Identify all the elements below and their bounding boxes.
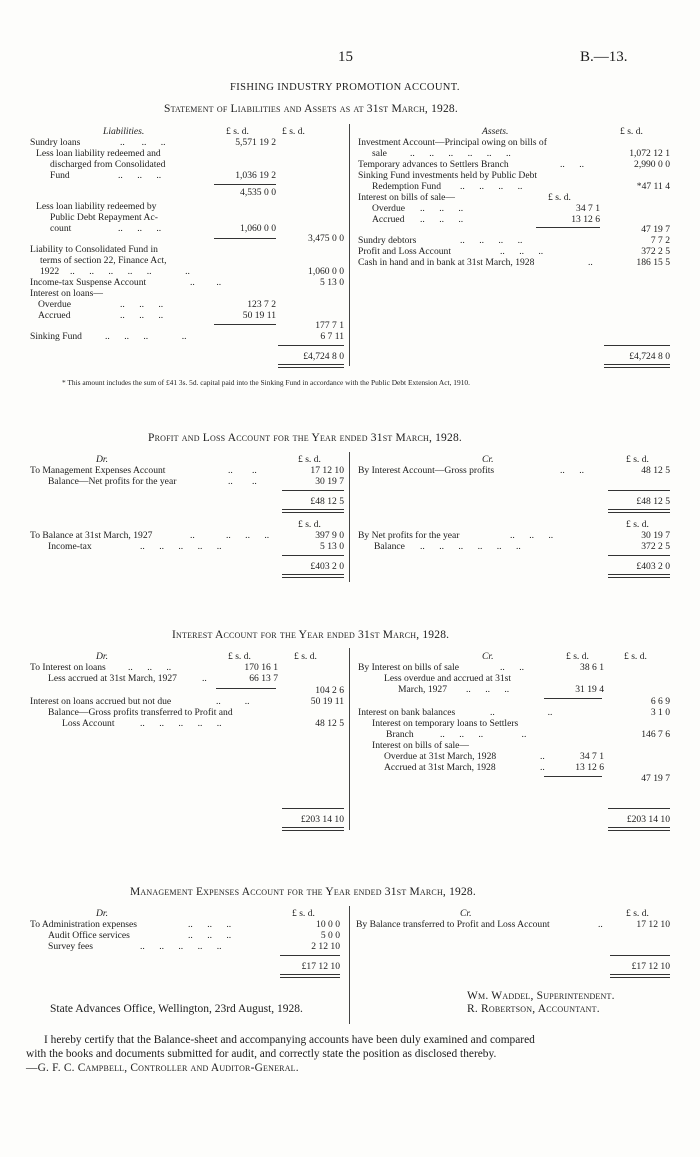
ia-gross-profits-label-2: Loss Account <box>62 718 115 729</box>
ia-bank-balances-amount: 3 1 0 <box>650 707 670 718</box>
ia-bills-interest-heading: Interest on bills of sale— <box>372 740 469 751</box>
pl-interest-gross-label: By Interest Account—Gross profits <box>358 465 495 476</box>
less-pdr-amount: 1,060 0 0 <box>240 223 276 234</box>
mgmt-audit-amount: 5 0 0 <box>320 930 340 941</box>
assets-lsd-heading: £ s. d. <box>620 126 643 137</box>
mgmt-audit-label: Audit Office services <box>48 930 130 941</box>
ia-cr-subtotal-2: 47 19 7 <box>641 773 670 784</box>
cf-liability-label: Liability to Consolidated Fund in <box>30 244 158 255</box>
place-and-date: State Advances Office, Wellington, 23rd August, 1928. <box>50 1003 303 1015</box>
ia-bank-balances-label: Interest on bank balances <box>358 707 456 718</box>
mgmt-balance-transferred-amount: 17 12 10 <box>636 919 670 930</box>
document-reference: B.—13. <box>580 49 628 65</box>
cf-liability-amount: 1,060 0 0 <box>308 266 344 277</box>
pl-net-profits-amount: 30 19 7 <box>315 476 344 487</box>
sinking-fund-amount: 6 7 11 <box>320 331 344 342</box>
temporary-advances-label: Temporary advances to Settlers Branch <box>358 159 509 170</box>
certification-line-2: with the books and documents submitted for audit, and correctly state the position as disclosed thereby. <box>26 1048 497 1060</box>
ia-cr-lsd-1: £ s. d. <box>566 651 589 662</box>
income-tax-suspense-label: Income-tax Suspense Account <box>30 277 147 288</box>
pl-dr-total-2: £403 2 0 <box>310 561 344 572</box>
accrued-label: Accrued <box>38 310 71 321</box>
less-redeemed-amount: 1,036 19 2 <box>235 170 276 181</box>
page-number: 15 <box>338 49 353 65</box>
ia-bills-of-sale-label: By Interest on bills of sale <box>358 662 459 673</box>
ia-interest-loans-label: To Interest on loans <box>30 662 106 673</box>
interest-account-title: Interest Account for the Year ended 31st March, 1928. <box>172 629 450 641</box>
investment-account-label: Investment Account—Principal owing on bills of <box>358 137 547 148</box>
sundry-loans-label: Sundry loans <box>30 137 81 148</box>
ia-cr-subtotal: 6 6 9 <box>650 696 670 707</box>
profit-loss-amount: 372 2 5 <box>641 246 670 257</box>
ia-accrued-1928-label: Accrued at 31st March, 1928 <box>384 762 496 773</box>
assets-total: £4,724 8 0 <box>629 351 670 362</box>
mgmt-balance-transferred-label: By Balance transferred to Profit and Loss Account <box>356 919 550 930</box>
mgmt-cr-lsd: £ s. d. <box>626 908 649 919</box>
interest-bills-lsd-heading: £ s. d. <box>548 192 571 203</box>
mgmt-dr-lsd: £ s. d. <box>292 908 315 919</box>
pl-interest-gross-amount: 48 12 5 <box>641 465 670 476</box>
liabilities-total: £4,724 8 0 <box>303 351 344 362</box>
less-redeemed-label-3: Fund <box>50 170 70 181</box>
interest-total-amount: 177 7 1 <box>315 320 344 331</box>
sinking-fund-investments-amount: *47 11 4 <box>636 181 670 192</box>
overdue-amount: 123 7 2 <box>247 299 276 310</box>
pl-balance-cr-amount: 372 2 5 <box>641 541 670 552</box>
interest-on-loans-label: Interest on loans— <box>30 288 104 299</box>
investment-account-label-2: sale <box>372 148 387 159</box>
ia-dr-heading: Dr. <box>96 651 108 662</box>
less-redeemed-label-2: discharged from Consolidated <box>50 159 166 170</box>
sundry-debtors-amount: 7 7 2 <box>650 235 670 246</box>
pl-dr-lsd: £ s. d. <box>298 454 321 465</box>
ia-dr-subtotal: 104 2 6 <box>315 685 344 696</box>
assets-overdue-amount: 34 7 1 <box>576 203 600 214</box>
interest-bills-total: 47 19 7 <box>641 224 670 235</box>
ia-gross-profits-label: Balance—Gross profits transferred to Profit and <box>48 707 233 718</box>
ia-dr-total: £203 14 10 <box>300 814 344 825</box>
assets-heading: Assets. <box>482 126 509 137</box>
interest-bills-label: Interest on bills of sale— <box>358 192 455 203</box>
pl-mgmt-expenses-amount: 17 12 10 <box>310 465 344 476</box>
ia-temp-loans-label: Interest on temporary loans to Settlers <box>372 718 519 729</box>
mgmt-account-title: Management Expenses Account for the Year ended 31st March, 1928. <box>130 886 476 898</box>
liabilities-heading: Liabilities. <box>103 126 145 137</box>
profit-loss-label: Profit and Loss Account <box>358 246 451 257</box>
ia-cr-lsd-2: £ s. d. <box>624 651 647 662</box>
pl-dr-heading: Dr. <box>96 454 108 465</box>
ia-less-overdue-amount: 31 19 4 <box>575 684 604 695</box>
ia-overdue-1928-amount: 34 7 1 <box>580 751 604 762</box>
footnote: * This amount includes the sum of £41 3s. 5d. capital paid into the Sinking Fund in accordance with the Public Debt Extension Act, 1910. <box>62 378 470 387</box>
pl-net-profits-cr-amount: 30 19 7 <box>641 530 670 541</box>
ia-temp-loans-label-2: Branch <box>386 729 414 740</box>
balance-sheet-title: Statement of Liabilities and Assets as at 31st March, 1928. <box>164 103 458 115</box>
pl-income-tax-label: Income-tax <box>48 541 92 552</box>
signature-accountant: R. Robertson, Accountant. <box>467 1003 600 1015</box>
certification-line-1: I hereby certify that the Balance-sheet and accompanying accounts have been duly examined and compared <box>44 1034 535 1046</box>
pl-cr-heading: Cr. <box>482 454 494 465</box>
net-loans-amount: 3,475 0 0 <box>308 233 344 244</box>
ia-interest-loans-amount: 170 16 1 <box>244 662 278 673</box>
less-redeemed-label: Less loan liability redeemed and <box>36 148 161 159</box>
fund-title: FISHING INDUSTRY PROMOTION ACCOUNT. <box>230 82 460 93</box>
signature-superintendent: Wm. Waddel, Superintendent. <box>467 990 615 1002</box>
balance-sheet-divider <box>349 124 350 366</box>
ia-cr-heading: Cr. <box>482 651 494 662</box>
profit-loss-title: Profit and Loss Account for the Year ended 31st March, 1928. <box>148 432 462 444</box>
pl-net-profits-label: Balance—Net profits for the year <box>48 476 177 487</box>
cash-label: Cash in hand and in bank at 31st March, 1928 <box>358 257 535 268</box>
ia-bills-of-sale-amount: 38 6 1 <box>580 662 604 673</box>
mgmt-survey-label: Survey fees <box>48 941 94 952</box>
sinking-fund-investments-label: Sinking Fund investments held by Public Debt <box>358 170 538 181</box>
less-pdr-label: Less loan liability redeemed by <box>36 201 157 212</box>
sundry-debtors-label: Sundry debtors <box>358 235 417 246</box>
assets-overdue-label: Overdue <box>372 203 406 214</box>
ia-dr-lsd-2: £ s. d. <box>294 651 317 662</box>
sinking-fund-investments-label-2: Redemption Fund <box>372 181 442 192</box>
ia-accrued-1928-amount: 13 12 6 <box>575 762 604 773</box>
ia-less-accrued-amount: 66 13 7 <box>249 673 278 684</box>
income-tax-suspense-amount: 5 13 0 <box>320 277 344 288</box>
mgmt-dr-heading: Dr. <box>96 908 108 919</box>
pl-cr-total: £48 12 5 <box>636 496 670 507</box>
lsd-heading-2: £ s. d. <box>282 126 305 137</box>
assets-accrued-amount: 13 12 6 <box>571 214 600 225</box>
cf-liability-label-3: 1922 <box>40 266 60 277</box>
sundry-loans-amount: 5,571 19 2 <box>235 137 276 148</box>
assets-accrued-label: Accrued <box>372 214 405 225</box>
pl-mgmt-expenses-label: To Management Expenses Account <box>30 465 166 476</box>
ia-less-overdue-label: Less overdue and accrued at 31st <box>384 673 512 684</box>
pl-balance-1927-label: To Balance at 31st March, 1927 <box>30 530 153 541</box>
pl-dr-lsd-2: £ s. d. <box>298 519 321 530</box>
ia-temp-loans-amount: 146 7 6 <box>641 729 670 740</box>
ia-dr-lsd-1: £ s. d. <box>228 651 251 662</box>
mgmt-dr-total: £17 12 10 <box>301 961 340 972</box>
mgmt-admin-expenses-amount: 10 0 0 <box>316 919 340 930</box>
pl-balance-1927-amount: 397 9 0 <box>315 530 344 541</box>
less-pdr-label-2: Public Debt Repayment Ac- <box>50 212 158 223</box>
pl-cr-lsd: £ s. d. <box>626 454 649 465</box>
pl-balance-cr-label: Balance <box>374 541 405 552</box>
pl-dr-total: £48 12 5 <box>310 496 344 507</box>
pl-cr-total-2: £403 2 0 <box>636 561 670 572</box>
cash-amount: 186 15 5 <box>636 257 670 268</box>
pl-cr-lsd-2: £ s. d. <box>626 519 649 530</box>
accrued-amount: 50 19 11 <box>242 310 276 321</box>
pl-net-profits-cr-label: By Net profits for the year <box>358 530 460 541</box>
mgmt-cr-total: £17 12 10 <box>631 961 670 972</box>
temporary-advances-amount: 2,990 0 0 <box>634 159 670 170</box>
ia-overdue-1928-label: Overdue at 31st March, 1928 <box>384 751 497 762</box>
subtotal-loans: 4,535 0 0 <box>240 187 276 198</box>
lsd-heading-1: £ s. d. <box>226 126 249 137</box>
investment-account-amount: 1,072 12 1 <box>629 148 670 159</box>
mgmt-survey-amount: 2 12 10 <box>311 941 340 952</box>
ia-less-accrued-label: Less accrued at 31st March, 1927 <box>48 673 177 684</box>
ia-accrued-not-due-amount: 50 19 11 <box>310 696 344 707</box>
certification-signatory: —G. F. C. Campbell, Controller and Auditor-General. <box>26 1062 299 1074</box>
cf-liability-label-2: terms of section 22, Finance Act, <box>40 255 167 266</box>
mgmt-cr-heading: Cr. <box>460 908 472 919</box>
overdue-label: Overdue <box>38 299 72 310</box>
mgmt-admin-expenses-label: To Administration expenses <box>30 919 137 930</box>
sinking-fund-label: Sinking Fund <box>30 331 82 342</box>
ia-accrued-not-due-label: Interest on loans accrued but not due <box>30 696 172 707</box>
pl-income-tax-amount: 5 13 0 <box>320 541 344 552</box>
ia-cr-total: £203 14 10 <box>626 814 670 825</box>
ia-gross-profits-amount: 48 12 5 <box>315 718 344 729</box>
less-pdr-label-3: count <box>50 223 72 234</box>
ia-less-overdue-label-2: March, 1927 <box>398 684 448 695</box>
